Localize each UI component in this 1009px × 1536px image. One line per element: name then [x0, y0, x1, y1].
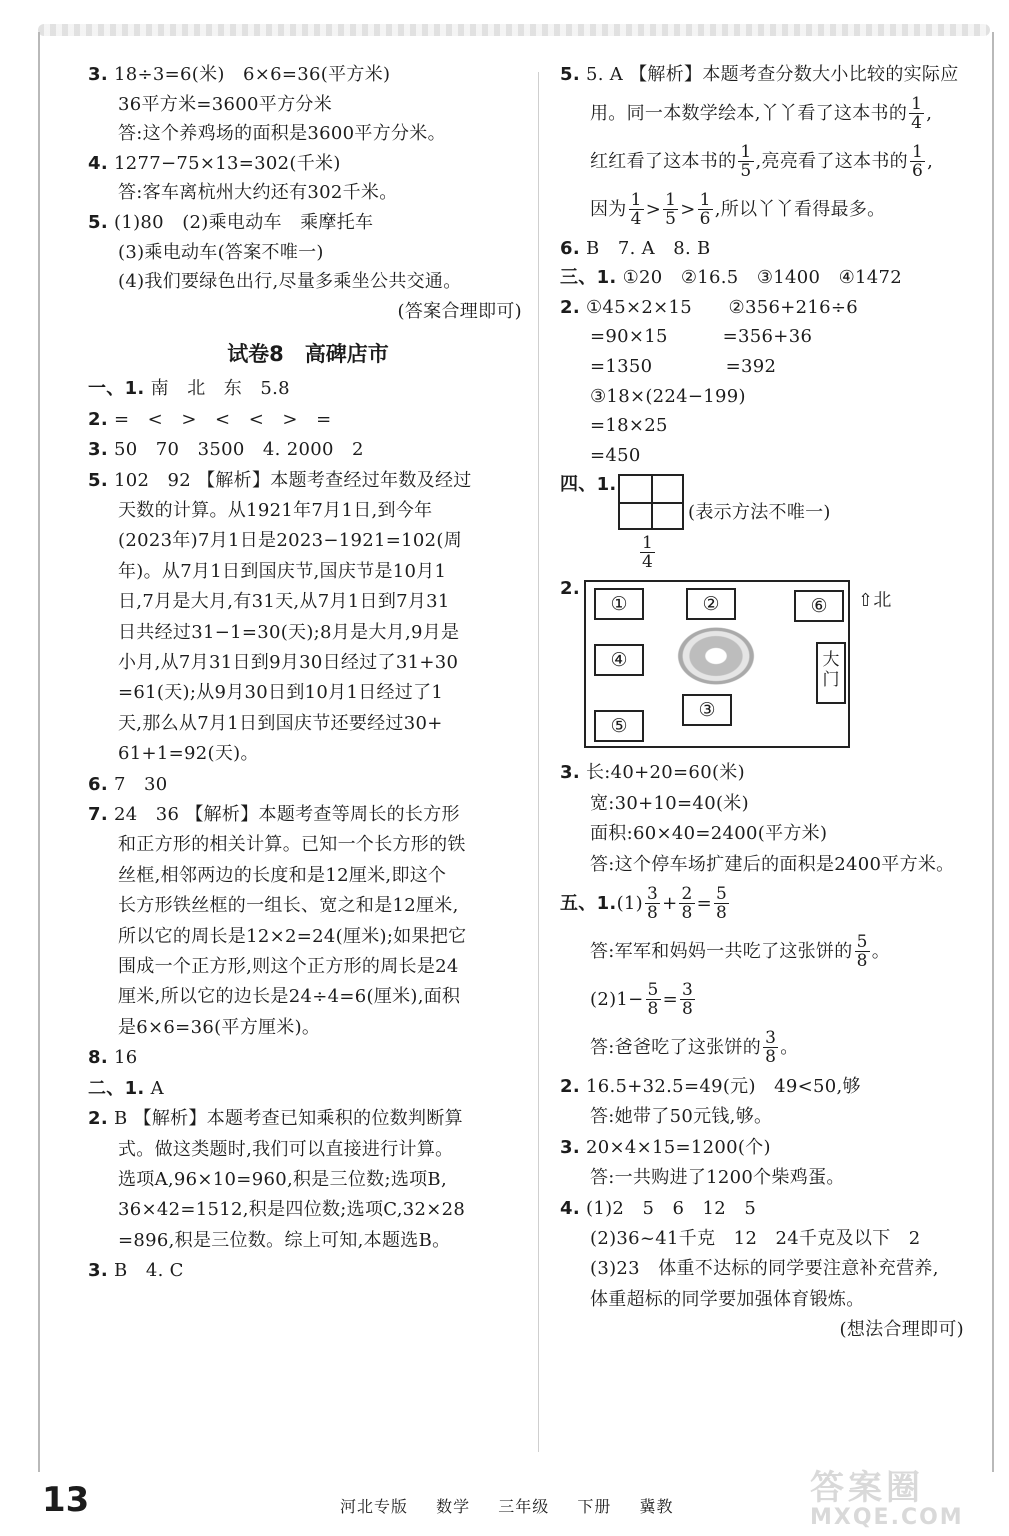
- answer-text: 选项A,96×10=960,积是三位数;选项B,: [118, 1168, 447, 1190]
- answer-line: [88, 557, 528, 587]
- answer-line: [88, 891, 528, 921]
- map-cell-3: ③: [682, 694, 732, 726]
- note-answer-reasonable: (答案合理即可): [397, 300, 522, 322]
- q5-line-3: 红红看了这本书的 $\frac{1}{5}$ ,亮亮看了这本书的 $\frac{1}{6}$ ,: [590, 142, 934, 182]
- left-top-answers: [88, 60, 528, 297]
- answer-text: 长:40+20=60(米): [586, 762, 745, 784]
- answer-line: [560, 1285, 970, 1315]
- answer-text: =18×25: [590, 415, 668, 437]
- footer-edition: 河北专版: [340, 1497, 409, 1516]
- answer-line: [560, 789, 970, 819]
- q5b-ans1: 答:军军和妈妈一共吃了这张饼的 $\frac{5}{8}$ 。: [590, 932, 891, 972]
- answer-text: A: [150, 1077, 164, 1099]
- answer-line: [88, 922, 528, 952]
- answer-text: 长方形铁丝框的一组长、宽之和是12厘米,: [118, 895, 459, 917]
- q5-line-3b: ,亮亮看了这本书的: [755, 150, 908, 172]
- answer-text: 16: [114, 1047, 138, 1069]
- watermark-line-2: MXQE.COM: [810, 1505, 964, 1530]
- question-number: 3.: [560, 1136, 580, 1158]
- answer-line: [88, 1043, 528, 1073]
- answer-line: [560, 352, 970, 382]
- answer-line: [88, 178, 528, 208]
- answer-line: [88, 90, 528, 120]
- answer-text: 宽:30+10=40(米): [590, 792, 749, 814]
- question-number: 三、1.: [560, 267, 617, 289]
- answer-text: 是6×6=36(平方厘米)。: [118, 1016, 321, 1038]
- park-map: [584, 580, 850, 748]
- answer-text: 答:她带了50元钱,够。: [590, 1106, 773, 1128]
- answer-line: [88, 267, 528, 297]
- map-label: 2.: [560, 578, 580, 600]
- question-number: 一、1.: [88, 378, 145, 400]
- answer-line: [88, 208, 528, 238]
- answer-text: B 【解析】本题考查已知乘积的位数判断算: [114, 1108, 463, 1130]
- answer-line: [560, 382, 970, 412]
- fraction-3-8b: $\frac{3}{8}$: [682, 980, 694, 1020]
- answer-line: [88, 1226, 528, 1256]
- answer-line: [560, 234, 970, 264]
- answer-line: [88, 526, 528, 556]
- answer-line: [88, 1104, 528, 1134]
- question-number: 3.: [88, 1260, 108, 1282]
- answer-text: ③18×(224−199): [590, 385, 746, 407]
- answer-text: 1277−75×13=302(千米): [114, 152, 341, 174]
- q5b-label: 五、1.: [560, 892, 617, 914]
- q5b-eq2-prefix: (2)1−: [590, 988, 644, 1010]
- answer-line: [560, 850, 970, 880]
- answer-line: [88, 119, 528, 149]
- right-answers-a: [560, 234, 970, 471]
- answer-text: B 4. C: [114, 1260, 184, 1282]
- answer-line: [560, 1163, 970, 1193]
- answer-line: [88, 405, 528, 435]
- q4-label: 四、1.: [560, 474, 617, 496]
- question-number: 2.: [88, 1108, 108, 1130]
- answer-line: [560, 322, 970, 352]
- footer-info: [340, 1494, 695, 1517]
- answer-text: 答:这个停车场扩建后的面积是2400平方米。: [590, 853, 955, 875]
- answer-text: =896,积是三位数。综上可知,本题选B。: [118, 1229, 451, 1251]
- map-cell-2: ②: [686, 588, 736, 620]
- answer-text: 南 北 东 5.8: [150, 378, 290, 400]
- q5-line-1: 5. 5. A 【解析】本题考查分数大小比较的实际应: [560, 64, 959, 85]
- column-divider: [538, 72, 539, 1452]
- answer-text: 24 36 【解析】本题考查等周长的长方形: [114, 804, 460, 826]
- answer-text: = < > < < > =: [114, 408, 332, 430]
- answer-line: [88, 830, 528, 860]
- answer-line: [560, 263, 970, 293]
- answer-line: [88, 587, 528, 617]
- answer-text: (2023年)7月1日是2023−1921=102(周: [118, 530, 463, 552]
- q4-fraction: $\frac{1}{4}$: [642, 533, 653, 573]
- q5-line-4a: 因为: [590, 198, 627, 220]
- answer-line: [88, 709, 528, 739]
- map-cell-5: ⑤: [594, 710, 644, 742]
- right-answers-b: [560, 758, 970, 880]
- question-number: 8.: [88, 1047, 108, 1069]
- fraction-5-8: $\frac{5}{8}$: [716, 884, 728, 924]
- main-gate: 大门: [816, 642, 846, 704]
- answer-text: 18÷3=6(米) 6×6=36(平方米): [114, 64, 391, 85]
- answer-text: 天,那么从7月1日到国庆节还要经过30+: [118, 712, 443, 734]
- page-top-border: [38, 24, 990, 36]
- q5b-eq1: 五、1.(1) $\frac{3}{8}$ + $\frac{2}{8}$ = $\frac{5}{8}$: [560, 884, 728, 924]
- question-number: 二、1.: [88, 1077, 145, 1099]
- answer-text: 答:这个养鸡场的面积是3600平方分米。: [118, 123, 446, 145]
- answer-line: [88, 739, 528, 769]
- footer-subject: 数学: [436, 1497, 471, 1516]
- answer-text: 年)。从7月1日到国庆节,国庆节是10月1: [118, 560, 447, 582]
- answer-text: 答:一共购进了1200个柴鸡蛋。: [590, 1167, 845, 1189]
- answer-text: 50 70 3500 4. 2000 2: [114, 439, 364, 461]
- question-number: 3.: [560, 762, 580, 784]
- answer-text: =1350 =392: [590, 355, 777, 377]
- q5-line-3a: 红红看了这本书的: [590, 150, 737, 172]
- answer-line: [88, 800, 528, 830]
- answer-text: 7 30: [114, 773, 168, 795]
- answer-text: (1)80 (2)乘电动车 乘摩托车: [114, 211, 374, 233]
- fraction-3-8: $\frac{3}{8}$: [646, 884, 659, 924]
- question-number: 4.: [560, 1197, 580, 1219]
- map-cell-1: ①: [594, 588, 644, 620]
- answer-line: [560, 1224, 970, 1254]
- answer-line: [560, 819, 970, 849]
- fraction-1-4b: $\frac{1}{4}$: [630, 190, 642, 230]
- q5b-ans1-text: 答:军军和妈妈一共吃了这张饼的: [590, 940, 853, 962]
- question-number: 6.: [560, 237, 580, 259]
- answer-line: [560, 1194, 970, 1224]
- answer-line: [560, 293, 970, 323]
- answer-line: [560, 1102, 970, 1132]
- answer-line: [88, 1135, 528, 1165]
- fraction-1-6b: $\frac{1}{6}$: [699, 190, 711, 230]
- right-answers-c: [560, 1072, 970, 1315]
- q4-note: (表示方法不唯一): [688, 502, 831, 524]
- answer-text: 102 92 【解析】本题考查经过年数及经过: [114, 469, 472, 491]
- answer-line: [88, 952, 528, 982]
- q5b-eq2: (2)1− $\frac{5}{8}$ = $\frac{3}{8}$: [590, 980, 694, 1020]
- q5b-ans2: 答:爸爸吃了这张饼的 $\frac{3}{8}$ 。: [590, 1028, 799, 1068]
- answer-line: [88, 1165, 528, 1195]
- answer-line: [88, 678, 528, 708]
- section-title: 试卷8 高碑店市: [227, 342, 389, 367]
- question-number: 5.: [88, 211, 108, 233]
- answer-line: [88, 149, 528, 179]
- watermark-logo: [810, 1460, 1000, 1536]
- answer-text: B 7. A 8. B: [586, 237, 711, 259]
- answer-text: (3)乘电动车(答案不唯一): [118, 241, 324, 263]
- fraction-1-4: $\frac{1}{4}$: [911, 94, 923, 134]
- answer-text: 围成一个正方形,则这个正方形的周长是24: [118, 956, 459, 978]
- question-number: 3.: [88, 439, 108, 461]
- map-cell-4: ④: [594, 644, 644, 676]
- answer-text: 20×4×15=1200(个): [586, 1136, 771, 1158]
- answer-text: 日共经过31−1=30(天);8月是大月,9月是: [118, 621, 460, 643]
- fraction-5-8b: $\frac{5}{8}$: [856, 932, 868, 972]
- fraction-2-8: $\frac{2}{8}$: [681, 884, 693, 924]
- q5b-eq1-prefix: (1): [616, 892, 643, 914]
- question-number: 2.: [560, 296, 580, 318]
- answer-line: [88, 238, 528, 268]
- q5b-block: [560, 880, 970, 1072]
- right-column: [560, 60, 970, 1345]
- answer-text: (2)36~41千克 12 24千克及以下 2: [590, 1228, 921, 1249]
- answer-line: [88, 496, 528, 526]
- answer-text: 36×42=1512,积是四位数;选项C,32×28: [118, 1199, 466, 1221]
- note-idea-reasonable: (想法合理即可): [839, 1319, 964, 1341]
- answer-text: =61(天);从9月30日到10月1日经过了1: [118, 682, 444, 704]
- answer-line: [88, 982, 528, 1012]
- answer-text: ①20 ②16.5 ③1400 ④1472: [622, 267, 903, 289]
- answer-text: (1)2 5 6 12 5: [586, 1197, 757, 1219]
- question-number: 6.: [88, 773, 108, 795]
- answer-text: 面积:60×40=2400(平方米): [590, 823, 828, 845]
- answer-line: [88, 1074, 528, 1104]
- q4-1-figure-row: [560, 470, 970, 574]
- q5-line-2: 用。同一本数学绘本,丫丫看了这本书的 $\frac{1}{4}$ ,: [590, 94, 933, 134]
- question-number: 5.: [88, 469, 108, 491]
- fraction-5-8c: $\frac{5}{8}$: [647, 980, 659, 1020]
- answer-line: [560, 1254, 970, 1284]
- answer-text: 小月,从7月31日到9月30日经过了31+30: [118, 652, 459, 673]
- footer-grade: 三年级: [498, 1497, 550, 1516]
- fraction-3-8c: $\frac{3}{8}$: [765, 1028, 777, 1068]
- map-cell-6: ⑥: [794, 590, 844, 622]
- answer-text: 厘米,所以它的边长是24÷4=6(厘米),面积: [118, 986, 461, 1008]
- answer-text: 36平方米=3600平方分米: [118, 93, 332, 115]
- q5b-ans2-text: 答:爸爸吃了这张饼的: [590, 1036, 762, 1058]
- square-divided-into-four: [618, 474, 684, 530]
- left-column: [88, 60, 528, 1287]
- q5-line-4: 因为 $\frac{1}{4}$ > $\frac{1}{5}$ > $\frac{1}{6}$ ,所以丫丫看得最多。: [590, 190, 886, 230]
- answer-text: 日,7月是大月,有31天,从7月1日到7月31: [118, 591, 450, 613]
- q5-line-4b: ,所以丫丫看得最多。: [714, 198, 886, 220]
- answer-line: [88, 1256, 528, 1286]
- answer-text: 16.5+32.5=49(元) 49<50,够: [586, 1075, 861, 1097]
- footer-publisher: 冀教: [639, 1497, 674, 1516]
- answer-line: [560, 758, 970, 788]
- answer-text: (4)我们要绿色出行,尽量多乘坐公共交通。: [118, 271, 462, 293]
- left-answers: [88, 374, 528, 1286]
- answer-line: [88, 648, 528, 678]
- answer-text: 天数的计算。从1921年7月1日,到今年: [118, 499, 433, 521]
- fraction-1-5: $\frac{1}{5}$: [740, 142, 752, 182]
- answer-text: 丝框,相邻两边的长度和是12厘米,即这个: [118, 864, 447, 886]
- answer-line: [88, 60, 528, 90]
- answer-line: [560, 441, 970, 471]
- answer-text: =450: [590, 444, 641, 466]
- north-arrow-label: ⇧北: [858, 590, 892, 612]
- answer-line: [560, 1072, 970, 1102]
- answer-text: =90×15 =356+36: [590, 326, 813, 348]
- question-number: 2.: [88, 408, 108, 430]
- answer-text: 体重超标的同学要加强体育锻炼。: [590, 1288, 865, 1310]
- fountain-icon: [676, 626, 756, 686]
- answer-text: 61+1=92(天)。: [118, 743, 259, 765]
- q5-line-2-text: 用。同一本数学绘本,丫丫看了这本书的: [590, 102, 908, 124]
- page-number: 13: [42, 1480, 90, 1520]
- park-map-figure: [560, 574, 970, 758]
- answer-line: [560, 1133, 970, 1163]
- answer-text: 所以它的周长是12×2=24(厘米);如果把它: [118, 925, 467, 947]
- answer-line: [88, 770, 528, 800]
- watermark-line-1: 答案圈: [810, 1468, 924, 1508]
- question-number: 3.: [88, 64, 108, 85]
- q5-line-1-text: 5. A 【解析】本题考查分数大小比较的实际应: [586, 64, 959, 85]
- answer-line: [88, 466, 528, 496]
- fraction-1-6: $\frac{1}{6}$: [911, 142, 924, 182]
- answer-line: [88, 861, 528, 891]
- question-number: 4.: [88, 152, 108, 174]
- answer-text: 答:客车离杭州大约还有302千米。: [118, 182, 398, 204]
- answer-line: [88, 374, 528, 404]
- question-number: 2.: [560, 1075, 580, 1097]
- fraction-1-5b: $\frac{1}{5}$: [665, 190, 677, 230]
- answer-line: [88, 1013, 528, 1043]
- answer-line: [88, 435, 528, 465]
- answer-line: [88, 1195, 528, 1225]
- q5-fraction-block: [560, 60, 970, 234]
- question-number: 7.: [88, 804, 108, 826]
- answer-text: 和正方形的相关计算。已知一个长方形的铁: [118, 834, 466, 856]
- answer-text: 式。做这类题时,我们可以直接进行计算。: [118, 1138, 454, 1160]
- answer-text: ①45×2×15 ②356+216÷6: [586, 296, 859, 318]
- answer-line: [88, 618, 528, 648]
- answer-line: [560, 411, 970, 441]
- footer-volume: 下册: [577, 1497, 612, 1516]
- answer-text: (3)23 体重不达标的同学要注意补充营养,: [590, 1258, 939, 1280]
